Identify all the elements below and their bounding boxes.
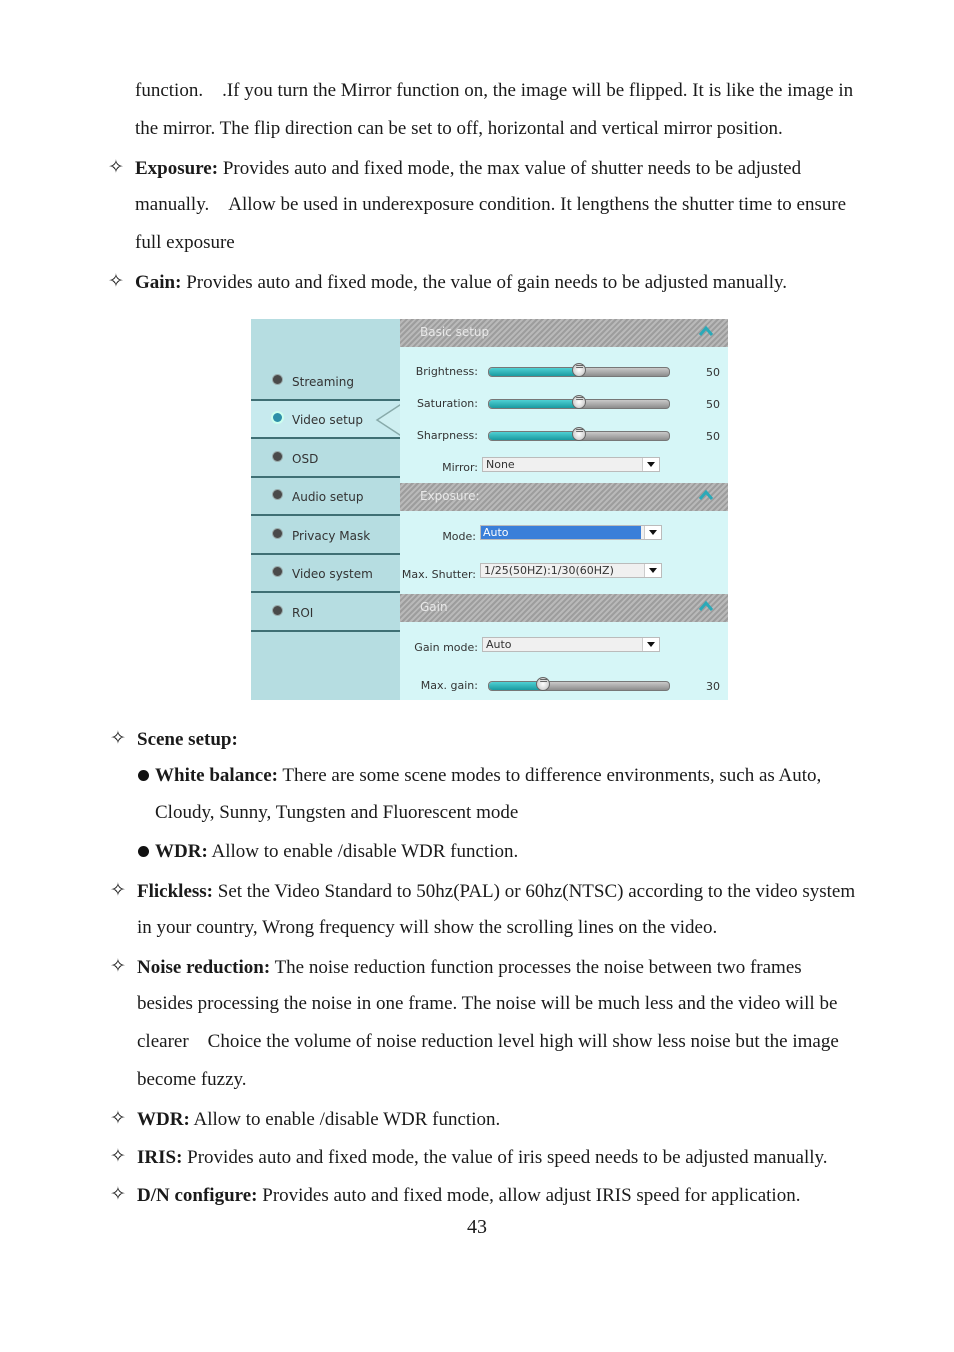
- four-point-star-icon: ✧: [108, 156, 124, 178]
- max-gain-label: Max. gain:: [420, 679, 478, 692]
- term: D/N configure:: [137, 1185, 258, 1206]
- mode-label: Mode:: [442, 530, 476, 543]
- term: Noise reduction:: [137, 957, 271, 978]
- term: Exposure:: [135, 158, 219, 179]
- four-point-star-icon: ✧: [110, 1107, 126, 1129]
- text: Allow to enable /disable WDR function.: [207, 841, 519, 862]
- scene-setup-heading: [137, 730, 238, 750]
- text-line: besides processing the noise in one frame. The noise will be much less and the video will be: [137, 993, 838, 1014]
- slider-fill: [489, 682, 543, 690]
- slider-fill: [489, 368, 579, 376]
- text: Provides auto and fixed mode, the max value of shutter needs to be adjusted: [218, 158, 802, 179]
- dropdown-arrow-icon[interactable]: [642, 458, 659, 471]
- term: White balance:: [155, 765, 278, 786]
- max-gain-value: 30: [706, 680, 720, 693]
- term: WDR:: [155, 841, 208, 862]
- text-line: in your country, Wrong frequency will show the scrolling lines on the video.: [137, 917, 718, 938]
- gain-mode-select[interactable]: [482, 637, 660, 652]
- max-shutter-label: Max. Shutter:: [401, 568, 476, 581]
- nav-label: Audio setup: [292, 490, 364, 504]
- saturation-slider[interactable]: [488, 399, 670, 409]
- gain-paragraph: [135, 273, 787, 293]
- four-point-star-icon: ✧: [110, 1145, 126, 1167]
- chevron-up-icon[interactable]: [698, 599, 714, 613]
- text: There are some scene modes to difference environments, such as Auto,: [277, 765, 822, 786]
- radio-bullet-icon: [273, 529, 282, 538]
- section-title: Exposure:: [420, 489, 480, 503]
- iris-paragraph: [137, 1148, 828, 1168]
- nav-item-osd[interactable]: [251, 440, 400, 478]
- radio-bullet-icon: [273, 413, 282, 422]
- slider-knob[interactable]: [572, 363, 586, 377]
- nav-item-privacy-mask[interactable]: [251, 517, 400, 555]
- slider-fill: [489, 400, 579, 408]
- sharpness-label: Sharpness:: [416, 429, 478, 442]
- nav-label: Privacy Mask: [292, 529, 371, 543]
- text-line: clearer Choice the volume of noise reduction level high will show less noise but the image: [137, 1031, 839, 1052]
- gain-header[interactable]: [400, 594, 728, 622]
- wdr-paragraph: [137, 1110, 500, 1130]
- four-point-star-icon: ✧: [108, 270, 124, 292]
- four-point-star-icon: ✧: [110, 879, 126, 901]
- active-pointer-icon: [373, 403, 403, 437]
- basic-setup-header[interactable]: [400, 319, 728, 347]
- term: IRIS:: [137, 1147, 183, 1168]
- slider-fill: [489, 432, 579, 440]
- dropdown-arrow-icon[interactable]: [644, 526, 661, 539]
- text-line: Cloudy, Sunny, Tungsten and Fluorescent mode: [155, 802, 519, 823]
- text-line: become fuzzy.: [137, 1069, 247, 1090]
- exposure-paragraph: [135, 159, 801, 179]
- text-line: manually. Allow be used in underexposure condition. It lengthens the shutter time to ensure: [135, 194, 847, 215]
- slider-knob[interactable]: [536, 677, 550, 691]
- term: Gain:: [135, 272, 182, 293]
- nav-item-roi[interactable]: [251, 594, 400, 632]
- select-value: 1/25(50HZ):1/30(60HZ): [484, 564, 614, 577]
- nav-label: ROI: [292, 606, 314, 620]
- radio-bullet-icon: [273, 452, 282, 461]
- radio-bullet-icon: [273, 375, 282, 384]
- text-line: the mirror. The flip direction can be set to off, horizontal and vertical mirror position.: [135, 118, 783, 139]
- gain-mode-label: Gain mode:: [414, 641, 478, 654]
- term: Flickless:: [137, 881, 213, 902]
- four-point-star-icon: ✧: [110, 955, 126, 977]
- term: Scene setup:: [137, 729, 238, 750]
- four-point-star-icon: ✧: [110, 1183, 126, 1205]
- radio-bullet-icon: [273, 606, 282, 615]
- text: The noise reduction function processes the noise between two frames: [270, 957, 802, 978]
- slider-knob[interactable]: [572, 395, 586, 409]
- select-value: Auto: [486, 638, 512, 651]
- dropdown-arrow-icon[interactable]: [642, 638, 659, 651]
- section-title: Gain: [420, 600, 448, 614]
- text: Provides auto and fixed mode, allow adjust IRIS speed for application.: [257, 1185, 801, 1206]
- text: Allow to enable /disable WDR function.: [189, 1109, 501, 1130]
- nav-label: Streaming: [292, 375, 354, 389]
- mirror-label: Mirror:: [442, 461, 478, 474]
- brightness-value: 50: [706, 366, 720, 379]
- saturation-label: Saturation:: [416, 397, 478, 410]
- nav-label: Video system: [292, 567, 373, 581]
- dn-configure-paragraph: [137, 1186, 800, 1206]
- select-value: None: [486, 458, 515, 471]
- exposure-header[interactable]: [400, 483, 728, 511]
- settings-panel: [400, 319, 728, 700]
- text-line: function. .If you turn the Mirror function on, the image will be flipped. It is like the image in: [135, 80, 854, 101]
- term: WDR:: [137, 1109, 190, 1130]
- nav-label: OSD: [292, 452, 319, 466]
- wdr-sub-paragraph: [155, 842, 518, 862]
- exposure-mode-select[interactable]: [480, 525, 662, 540]
- chevron-up-icon[interactable]: [698, 488, 714, 502]
- bullet-dot-icon: [138, 846, 149, 857]
- max-shutter-select[interactable]: [480, 563, 662, 578]
- nav-label: Video setup: [292, 413, 363, 427]
- section-title: Basic setup: [420, 325, 490, 339]
- nav-item-audio-setup[interactable]: [251, 478, 400, 516]
- radio-bullet-icon: [273, 567, 282, 576]
- settings-sidebar: [251, 319, 400, 700]
- slider-knob[interactable]: [572, 427, 586, 441]
- page-number: 43: [467, 1216, 487, 1238]
- text: Provides auto and fixed mode, the value of iris speed needs to be adjusted manually.: [182, 1147, 828, 1168]
- chevron-up-icon[interactable]: [698, 324, 714, 338]
- sharpness-slider[interactable]: [488, 431, 670, 441]
- white-balance-paragraph: [155, 766, 821, 786]
- nav-item-streaming[interactable]: [251, 363, 400, 401]
- text: Set the Video Standard to 50hz(PAL) or 60hz(NTSC) according to the video system: [213, 881, 856, 902]
- mirror-select[interactable]: [482, 457, 660, 472]
- bullet-dot-icon: [138, 770, 149, 781]
- text-line: full exposure: [135, 232, 235, 253]
- text: Provides auto and fixed mode, the value of gain needs to be adjusted manually.: [181, 272, 788, 293]
- max-gain-slider[interactable]: [488, 681, 670, 691]
- nav-item-video-system[interactable]: [251, 555, 400, 593]
- radio-bullet-icon: [273, 490, 282, 499]
- brightness-slider[interactable]: [488, 367, 670, 377]
- flickless-paragraph: [137, 882, 855, 902]
- dropdown-arrow-icon[interactable]: [644, 564, 661, 577]
- brightness-label: Brightness:: [415, 365, 478, 378]
- noise-reduction-paragraph: [137, 958, 802, 978]
- four-point-star-icon: ✧: [110, 727, 126, 749]
- saturation-value: 50: [706, 398, 720, 411]
- video-setup-screenshot: [251, 319, 728, 700]
- sharpness-value: 50: [706, 430, 720, 443]
- select-value: Auto: [481, 526, 641, 539]
